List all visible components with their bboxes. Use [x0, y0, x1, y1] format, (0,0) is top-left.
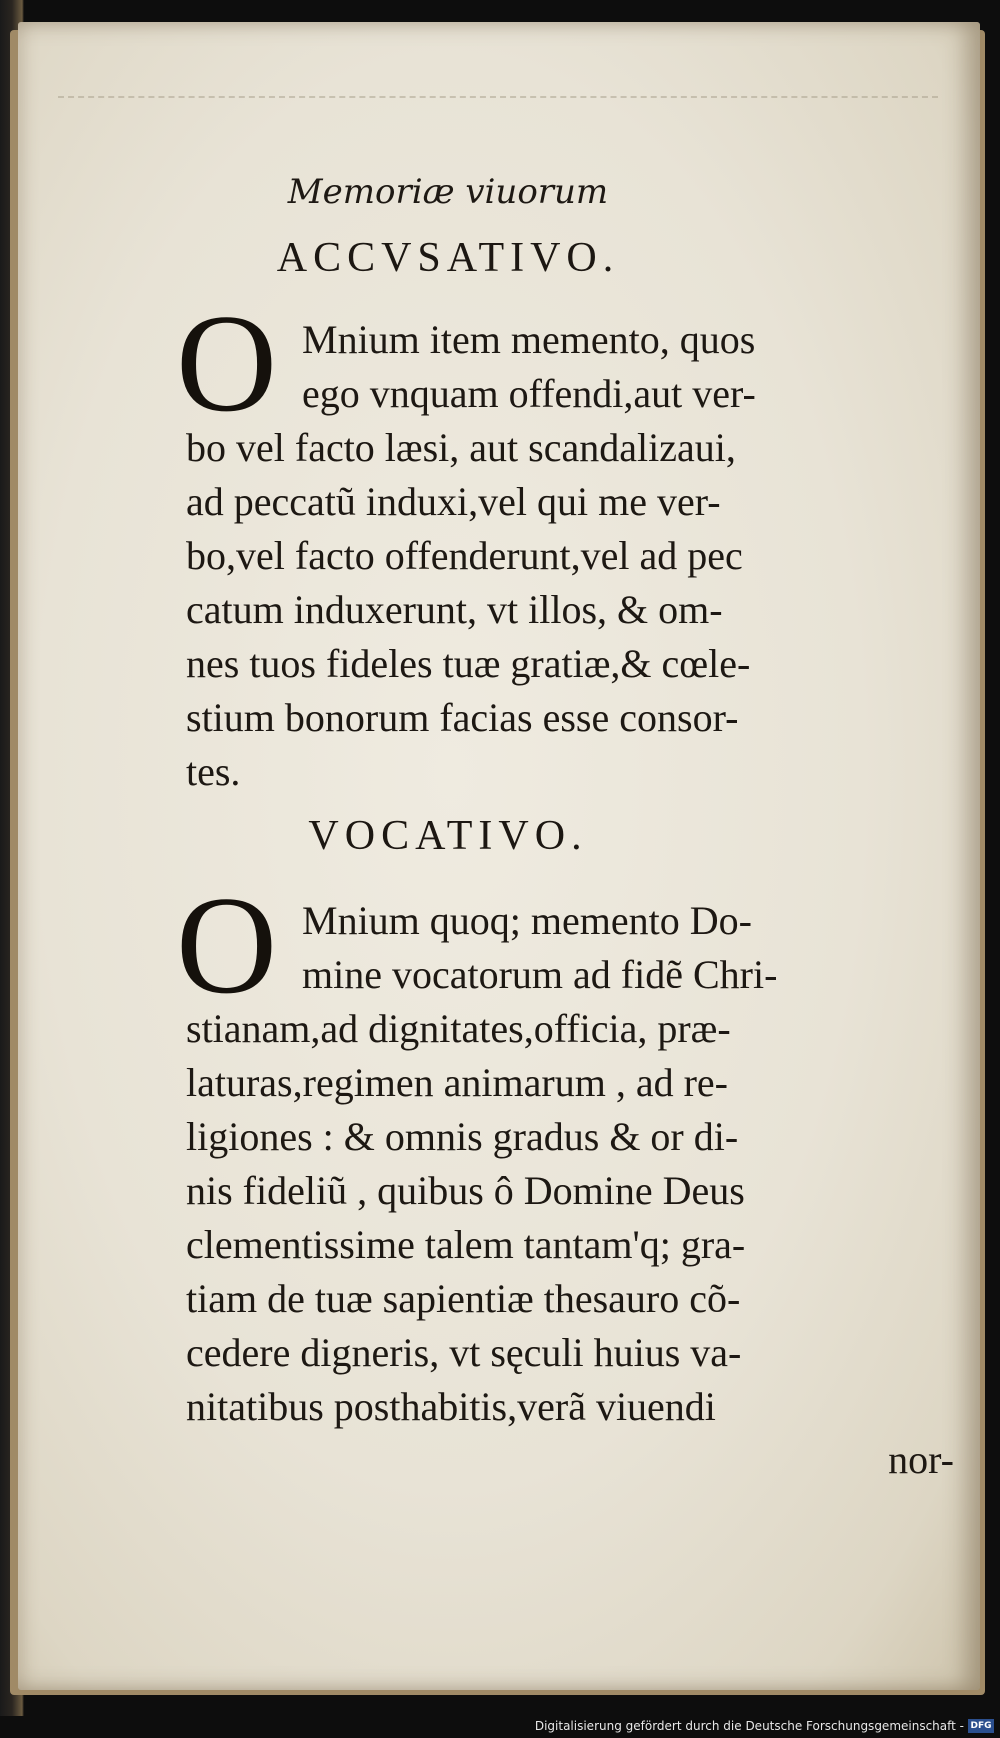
text-line: ligiones : & omnis gradus & or di- [186, 1114, 739, 1159]
text-line: nis fideliũ , quibus ô Domine Deus [186, 1168, 745, 1213]
text-line: clementissime talem tantam'q; gra- [186, 1222, 746, 1267]
footer-credit: Digitalisierung gefördert durch die Deutsche Forschungsgemeinschaft - [534, 1719, 964, 1733]
text-line: nitatibus posthabitis,verã viuendi [186, 1384, 716, 1429]
text-line: stium bonorum facias esse consor- [186, 695, 739, 740]
section-heading-vocativo: VOCATIVO. [308, 813, 588, 859]
text-line: cedere digneris, vt sęculi huius va- [186, 1330, 742, 1375]
text-line: ad peccatũ induxi,vel qui me ver- [186, 479, 721, 524]
dropcap-initial: O [176, 868, 278, 1023]
text-line: laturas,regimen animarum , ad re- [186, 1060, 728, 1105]
paragraph-vocativo [186, 894, 954, 1434]
text-line: nes tuos fideles tuæ gratiæ,& cœle- [186, 641, 751, 686]
text-line: ego vnquam offendi,aut ver- [302, 371, 756, 416]
text-line: tiam de tuæ sapientiæ thesauro cõ- [186, 1276, 741, 1321]
dropcap-initial: O [176, 286, 278, 441]
catchword: nor- [888, 1437, 954, 1482]
text-line: tes. [186, 749, 241, 794]
dfg-logo-icon: DFG [968, 1719, 994, 1733]
text-line: mine vocatorum ad fidẽ Chri- [302, 952, 778, 997]
text-line: catum induxerunt, vt illos, & om- [186, 587, 723, 632]
text-line: Mnium quoq; memento Do- [302, 898, 752, 943]
text-line: Mnium item memento, quos [302, 317, 756, 362]
ghost-rule [58, 96, 938, 100]
text-line: stianam,ad dignitates,officia, præ- [186, 1006, 731, 1051]
text-line: bo vel facto læsi, aut scandalizaui, [186, 425, 736, 470]
text-line: bo,vel facto offenderunt,vel ad pec [186, 533, 743, 578]
book-page [18, 22, 980, 1690]
running-head: Memoriæ viuorum [287, 172, 609, 212]
paragraph-accusativo [186, 313, 954, 799]
section-heading-accusativo: ACCVSATIVO. [276, 235, 620, 281]
